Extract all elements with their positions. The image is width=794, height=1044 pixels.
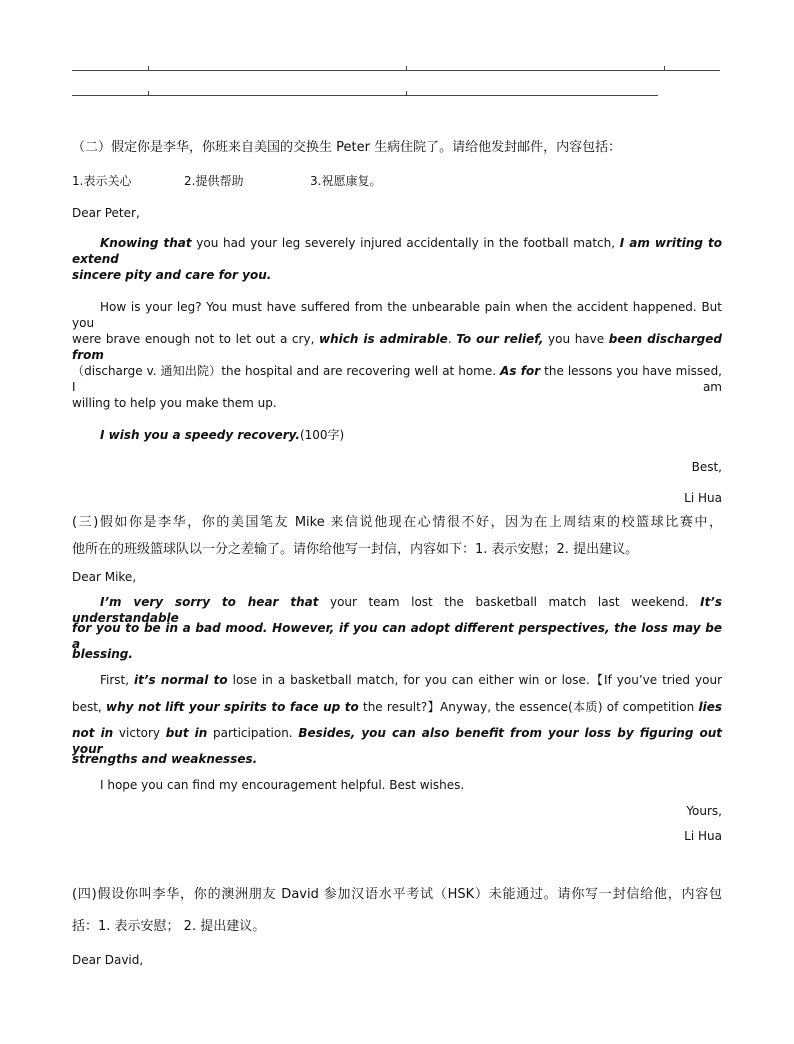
section2-closing: Best, bbox=[691, 460, 722, 474]
emphasis-phrase: sincere pity and care for you. bbox=[72, 268, 272, 282]
text-run: you have bbox=[543, 332, 609, 346]
text-run: the lessons you have missed, I am bbox=[72, 364, 722, 394]
emphasis-phrase: not in bbox=[72, 726, 114, 740]
section3-signature: Li Hua bbox=[684, 829, 722, 843]
emphasis-phrase: Knowing that bbox=[100, 236, 192, 250]
section3-salutation: Dear Mike, bbox=[72, 570, 137, 584]
section2-heading: （二）假定你是李华，你班来自美国的交换生 Peter 生病住院了。请给他发封邮件，内容包括： bbox=[72, 140, 622, 155]
emphasis-phrase: for you to be in a bad mood. However, if you can adopt different perspectives, the loss may be a bbox=[72, 621, 722, 651]
answer-line-tick bbox=[148, 66, 149, 71]
section3-paragraph-line bbox=[72, 777, 464, 793]
section3-paragraph-line bbox=[72, 672, 722, 688]
text-run: willing to help you make them up. bbox=[72, 396, 277, 410]
section2-point-1: 1.表示关心 bbox=[72, 174, 132, 188]
emphasis-phrase: blessing. bbox=[72, 647, 133, 661]
section2-paragraph-line bbox=[72, 363, 722, 395]
text-run: (100字) bbox=[299, 428, 345, 442]
emphasis-phrase: Besides, you can also benefit from your loss by figuring out your bbox=[72, 726, 723, 756]
emphasis-phrase: why not lift your spirits to face up to bbox=[106, 700, 359, 714]
section2-paragraph-line bbox=[72, 427, 344, 443]
text-run: How is your leg? You must have suffered from the unbearable pain when the accident happened. But you bbox=[72, 300, 722, 330]
section3-paragraph-line bbox=[72, 699, 722, 715]
section2-salutation: Dear Peter, bbox=[72, 206, 140, 220]
section2-paragraph-line bbox=[72, 395, 277, 411]
section3-closing: Yours, bbox=[686, 804, 722, 818]
section2-paragraph-line bbox=[72, 331, 722, 363]
answer-line-2 bbox=[72, 95, 658, 96]
answer-line-1 bbox=[72, 70, 720, 71]
section3-paragraph-line bbox=[72, 620, 722, 652]
emphasis-phrase: lies bbox=[698, 700, 722, 714]
section2-point-2: 2.提供帮助 bbox=[184, 174, 244, 188]
emphasis-phrase: To our relief, bbox=[456, 332, 544, 346]
section3-paragraph-line bbox=[72, 646, 133, 662]
text-run: your team lost the basketball match last weekend. bbox=[318, 595, 701, 609]
section4-heading-line-2: 括：1. 表示安慰； 2. 提出建议。 bbox=[72, 919, 266, 934]
text-run: . bbox=[447, 332, 457, 346]
text-run: lose in a basketball match, for you can either win or lose.【If you’ve tried your bbox=[227, 673, 723, 687]
text-run: victory bbox=[113, 726, 166, 740]
text-run: you had your leg severely injured accidentally in the football match, bbox=[191, 236, 620, 250]
text-run: I hope you can find my encouragement helpful. Best wishes. bbox=[100, 778, 465, 792]
text-run: best, bbox=[72, 700, 106, 714]
emphasis-phrase: I’m very sorry to hear that bbox=[100, 595, 319, 609]
emphasis-phrase: been discharged from bbox=[72, 332, 723, 362]
answer-line-tick bbox=[148, 91, 149, 96]
text-run: participation. bbox=[207, 726, 299, 740]
text-run: （discharge v. 通知出院）the hospital and are recovering well at home. bbox=[72, 364, 501, 378]
emphasis-phrase: it’s normal to bbox=[134, 673, 228, 687]
section3-heading-line-1: (三)假如你是李华，你的美国笔友 Mike 来信说他现在心情很不好，因为在上周结束的校篮球比赛中， bbox=[72, 515, 722, 530]
section4-heading-line-1: (四)假设你叫李华，你的澳洲朋友 David 参加汉语水平考试（HSK）未能通过。请你写一封信给他，内容包 bbox=[72, 887, 722, 902]
section2-signature: Li Hua bbox=[684, 491, 722, 505]
section3-paragraph-line bbox=[72, 751, 257, 767]
emphasis-phrase: which is admirable bbox=[319, 332, 448, 346]
section2-paragraph-line bbox=[72, 235, 722, 267]
section3-heading-line-2: 他所在的班级篮球队以一分之差输了。请你给他写一封信，内容如下：1. 表示安慰；2. 提出建议。 bbox=[72, 542, 639, 557]
answer-line-tick bbox=[664, 66, 665, 71]
section4-salutation: Dear David, bbox=[72, 953, 144, 967]
text-run: First, bbox=[100, 673, 135, 687]
emphasis-phrase: strengths and weaknesses. bbox=[72, 752, 258, 766]
section2-paragraph-line bbox=[72, 299, 722, 331]
answer-line-tick bbox=[406, 91, 407, 96]
answer-line-tick bbox=[406, 66, 407, 71]
emphasis-phrase: It’s understandable bbox=[72, 595, 723, 625]
section2-point-3: 3.祝愿康复。 bbox=[310, 174, 382, 188]
emphasis-phrase: I wish you a speedy recovery. bbox=[100, 428, 300, 442]
text-run: were brave enough not to let out a cry, bbox=[72, 332, 320, 346]
emphasis-phrase: I am writing to extend bbox=[72, 236, 722, 266]
emphasis-phrase: but in bbox=[165, 726, 208, 740]
text-run: the result?】Anyway, the essence(本质) of competition bbox=[358, 700, 699, 714]
section2-paragraph-line bbox=[72, 267, 271, 283]
emphasis-phrase: As for bbox=[500, 364, 541, 378]
